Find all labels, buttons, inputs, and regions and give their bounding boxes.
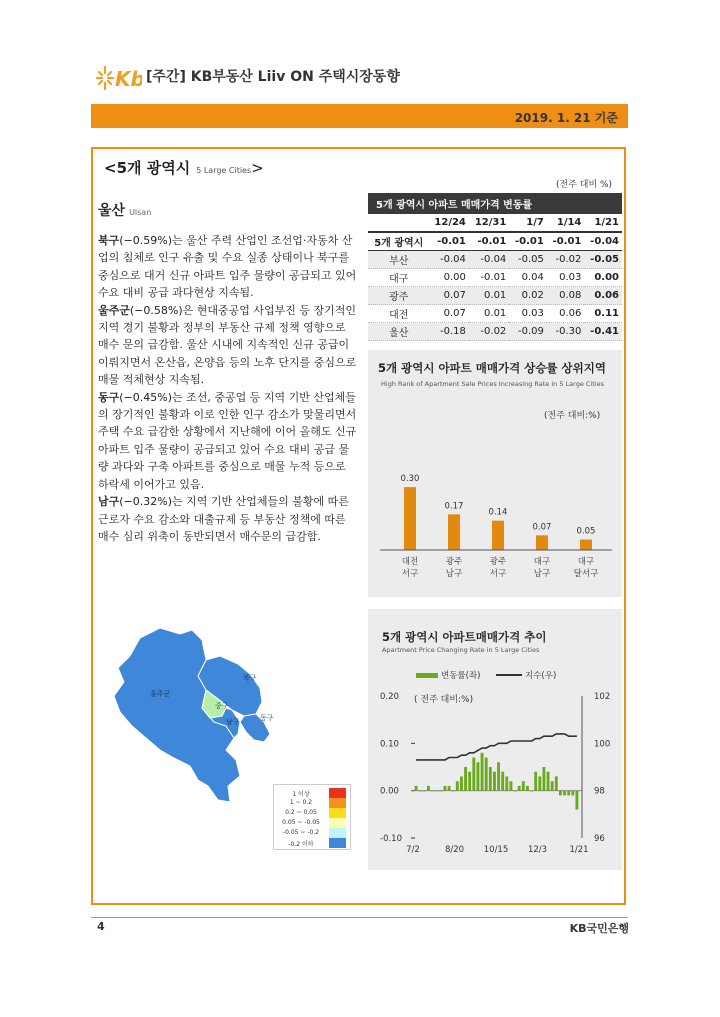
table-cell: 0.07: [428, 305, 468, 323]
bar: [505, 776, 508, 790]
x-tick-label: 12/3: [527, 845, 548, 855]
category-label: 대전: [401, 557, 419, 567]
category-label: 대구: [533, 557, 551, 567]
bar: [404, 487, 416, 550]
legend-row: [276, 788, 348, 798]
bar: [534, 772, 537, 791]
paragraph-text: (−0.32%)는 지역 기반 산업체들의 불황에 따른 근로자 수요 감소와 대출규제 등 부동산 정책에 따른 매수 심리 위축이 동반되면서 매수문의 급감함.: [98, 495, 349, 543]
legend-row: [276, 798, 348, 808]
bar: [485, 758, 488, 791]
legend-row: [276, 808, 348, 818]
bar-value-label: 0.07: [532, 522, 552, 533]
city-heading: [98, 200, 151, 220]
paragraph-text: (−0.45%)는 조선, 중공업 등 지역 기반 산업체들의 장기적인 불황과 이로 인한 인구 감소가 맞물리면서 주택 수요 급감한 상황에서 지난해에 이어 올해도 신규 아파트 입주 물량이 공급되고 있어 수요 대비 공급 물량 과다와 구축 아파트를 중심으로 매물 누적 등으로 하락세 이어가고 있음.: [98, 390, 357, 491]
analysis-text: [98, 232, 358, 545]
table-cell: 0.00: [428, 269, 468, 287]
bar: [476, 762, 479, 790]
legend-label: 1 ~ 0.2: [289, 799, 313, 806]
category-label: 광주: [489, 557, 507, 567]
bar: [472, 758, 475, 791]
legend-label: 0.2 ~ 0.05: [285, 809, 317, 816]
bar: [452, 791, 455, 792]
x-tick-label: 1/21: [569, 845, 589, 855]
bar: [435, 791, 438, 792]
bar-value-label: 0.14: [488, 507, 508, 518]
table-cell: 0.08: [547, 287, 585, 305]
bar: [542, 767, 545, 791]
x-tick-label: 10/15: [483, 845, 509, 855]
bar: [530, 791, 533, 792]
bar: [571, 791, 574, 796]
table-cell: 0.00: [584, 269, 622, 287]
table-cell: -0.04: [469, 251, 509, 269]
table-cell: 0.01: [469, 287, 509, 305]
footer-brand: KB국민은행: [569, 922, 629, 935]
bar: [423, 791, 426, 792]
x-tick-label: 7/2: [406, 845, 420, 855]
column-header: 1/14: [547, 214, 585, 232]
left-tick-label: 0.00: [380, 786, 399, 797]
legend-label: 변동률(좌): [441, 671, 481, 681]
footer-divider: [91, 917, 628, 918]
trend-combo-chart: [368, 609, 622, 870]
chart-subtitle: Apartment Price Changing Rate in 5 Large Cities: [382, 646, 540, 654]
price-change-table: [368, 193, 622, 341]
right-tick-label: 96: [594, 834, 605, 844]
section-title-ko: <5개 광역시: [104, 159, 191, 177]
table-cell: 0.07: [428, 287, 468, 305]
table-cell: -0.01: [469, 232, 509, 251]
bar: [575, 791, 578, 810]
table-cell: 0.02: [509, 287, 547, 305]
bar: [481, 753, 484, 791]
right-tick-label: 102: [594, 692, 611, 702]
paragraph-donggu: [98, 389, 358, 493]
section-title-close: >: [251, 159, 264, 177]
left-tick-label: 0.20: [380, 692, 399, 702]
map-label-uljugun: 울주군: [150, 690, 171, 698]
district-name: 울주군: [98, 303, 130, 317]
right-tick-label: 98: [594, 786, 605, 797]
table-row: [368, 305, 622, 323]
bar-value-label: 0.30: [400, 474, 420, 485]
report-title: [주간] KB부동산 Liiv ON 주택시장동향: [146, 69, 400, 85]
legend-row: [276, 818, 348, 828]
legend-swatch: [329, 828, 346, 838]
bar: [493, 772, 496, 791]
category-label: 남구: [533, 569, 551, 579]
bar: [419, 791, 422, 792]
table-cell: -0.01: [547, 232, 585, 251]
table-row: [368, 232, 622, 251]
column-header: 1/21: [584, 214, 622, 232]
table-cell: -0.18: [428, 323, 468, 341]
bar: [464, 767, 467, 791]
table-cell: 0.04: [509, 269, 547, 287]
district-name: 남구: [98, 495, 120, 509]
logo-text: Kb: [115, 67, 142, 91]
bar: [536, 535, 548, 550]
chart-subtitle: High Rank of Apartment Sale Prices Increasing Rate in 5 Large Cities: [381, 380, 605, 388]
district-name: 동구: [98, 390, 120, 404]
table-cell: -0.05: [584, 251, 622, 269]
bar: [431, 791, 434, 792]
bar: [551, 781, 554, 790]
table-cell: -0.04: [428, 251, 468, 269]
ulsan-district-map: [110, 626, 290, 804]
paragraph-text: (−0.59%)는 울산 주력 산업인 조선업·자동차 산업의 침체로 인구 유출 및 수요 실종 상태이나 북구를 중심으로 대거 신규 아파트 입주 물량이 공급되고 있어 수요 대비 공급 과다현상 지속됨.: [98, 234, 357, 300]
category-label: 서구: [489, 569, 507, 579]
table-row: [368, 323, 622, 341]
table-row: [368, 287, 622, 305]
table-cell: -0.02: [469, 323, 509, 341]
bar: [489, 767, 492, 791]
paragraph-namgu: [98, 493, 358, 545]
right-tick-label: 100: [594, 739, 611, 750]
section-title-en: 5 Large Cities: [196, 166, 252, 175]
table-cell: -0.30: [547, 323, 585, 341]
legend-swatch: [329, 798, 346, 808]
bar: [509, 781, 512, 790]
bar: [567, 791, 570, 796]
legend-label: -0.05 ~ -0.2: [282, 829, 320, 836]
category-label: 달서구: [573, 569, 599, 579]
bar: [415, 786, 418, 791]
category-label: 광주: [445, 557, 463, 567]
page-number: 4: [97, 920, 105, 933]
top-rank-bar-chart: [368, 350, 622, 597]
bar: [497, 762, 500, 790]
map-label-bukgu: 북구: [243, 674, 257, 682]
column-header: [368, 214, 428, 232]
table-cell: 0.06: [547, 305, 585, 323]
column-header: 1/7: [509, 214, 547, 232]
section-title: [104, 157, 264, 178]
index-line: [416, 734, 577, 760]
bar: [443, 786, 446, 791]
legend-label: 지수(우): [525, 671, 557, 681]
legend-swatch-bar: [416, 673, 438, 678]
legend-label: -0.2 이하: [288, 841, 314, 848]
bar-value-label: 0.17: [444, 501, 464, 512]
category-label: 대구: [577, 557, 595, 567]
map-label-namgu: 남구: [226, 718, 240, 726]
row-label: 울산: [368, 323, 428, 341]
category-label: 서구: [401, 569, 419, 579]
bar: [456, 781, 459, 790]
table-cell: 0.06: [584, 287, 622, 305]
table-cell: -0.01: [428, 232, 468, 251]
table-cell: -0.41: [584, 323, 622, 341]
table-cell: 0.03: [509, 305, 547, 323]
city-name-en: Ulsan: [129, 208, 152, 217]
bar: [468, 772, 471, 791]
bar: [518, 786, 521, 791]
row-label: 5개 광역시: [368, 232, 428, 251]
bar: [448, 786, 451, 791]
table-cell: -0.05: [509, 251, 547, 269]
bar-value-label: 0.05: [576, 526, 596, 537]
category-label: 남구: [445, 569, 463, 579]
table-cell: -0.01: [469, 269, 509, 287]
table-cell: 0.01: [469, 305, 509, 323]
bar: [427, 786, 430, 791]
chart-title: 5개 광역시 아파트 매매가격 상승률 상위지역: [378, 361, 606, 375]
row-label: 부산: [368, 251, 428, 269]
table-cell: -0.02: [547, 251, 585, 269]
legend-swatch: [329, 808, 346, 818]
bar: [555, 776, 558, 790]
date-bar: [91, 104, 628, 128]
table-caption: 5개 광역시 아파트 매매가격 변동률: [368, 193, 622, 214]
table-unit: (전주 대비 %): [556, 180, 613, 190]
table-header-row: [368, 214, 622, 232]
legend-label: 1 이상: [292, 791, 310, 798]
table-cell: 0.03: [547, 269, 585, 287]
table-cell: -0.01: [509, 232, 547, 251]
map-legend: [273, 784, 351, 850]
legend-swatch: [329, 788, 346, 798]
map-label-junggu: 중구: [215, 702, 229, 710]
chart-title: 5개 광역시 아파트매매가격 추이: [382, 630, 547, 644]
left-tick-label: -0.10: [380, 834, 402, 844]
report-date: 2019. 1. 21 기준: [514, 111, 618, 125]
row-label: 대구: [368, 269, 428, 287]
table-cell: -0.04: [584, 232, 622, 251]
legend-label: 0.05 ~ -0.05: [282, 819, 320, 826]
bar: [559, 791, 562, 796]
paragraph-text: (−0.58%)은 현대중공업 사업부진 등 장기적인 지역 경기 불황과 정부의 부동산 규제 정책 영향으로 매수 문의 급감함. 울산 시내에 지속적인 신규 공급이 이뤄지면서 온산읍, 온양읍 등의 노후 단지를 중심으로 매물 적체현상 지속됨.: [98, 303, 357, 387]
bar: [492, 521, 504, 550]
bar: [522, 781, 525, 790]
left-tick-label: 0.10: [380, 739, 399, 750]
top-rank-chart-panel: [368, 350, 622, 597]
paragraph-uljugun: [98, 302, 358, 389]
table-cell: 0.11: [584, 305, 622, 323]
legend-row: [276, 828, 348, 838]
legend-row: [276, 838, 348, 848]
bar: [526, 786, 529, 791]
bar: [439, 791, 442, 792]
table-row: [368, 269, 622, 287]
column-header: 12/31: [469, 214, 509, 232]
chart-unit: ( 전주 대비:%): [414, 695, 474, 705]
legend-swatch: [329, 838, 346, 848]
bar: [514, 791, 517, 792]
row-label: 광주: [368, 287, 428, 305]
table-row: [368, 251, 622, 269]
map-label-donggu: 동구: [260, 714, 274, 722]
bar: [547, 772, 550, 791]
chart-unit: (전주 대비:%): [544, 411, 601, 421]
trend-chart-panel: [368, 609, 622, 870]
legend-swatch: [329, 818, 346, 828]
bar: [538, 776, 541, 790]
paragraph-bukgu: [98, 232, 358, 302]
district-name: 북구: [98, 234, 120, 247]
city-name: 울산: [98, 203, 126, 219]
kb-logo: [96, 64, 142, 92]
column-header: 12/24: [428, 214, 468, 232]
bar: [448, 514, 460, 550]
bar: [580, 540, 592, 550]
x-tick-label: 8/20: [444, 845, 465, 855]
row-label: 대전: [368, 305, 428, 323]
bar: [460, 776, 463, 790]
bar: [501, 772, 504, 791]
bar: [563, 791, 566, 796]
table-cell: -0.09: [509, 323, 547, 341]
